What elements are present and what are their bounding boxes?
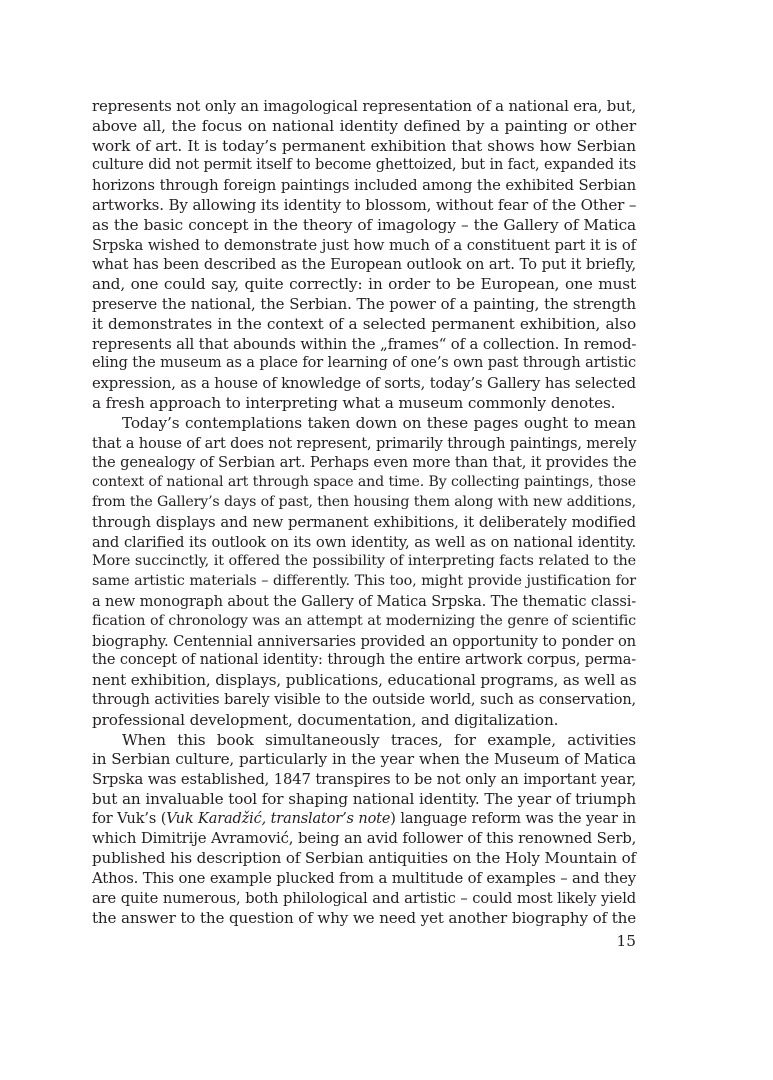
text-line: Today’s contemplations taken down on these pages ought to mean xyxy=(122,413,636,432)
text-line: it demonstrates in the context of a selected permanent exhibition, also xyxy=(92,314,636,333)
text-line: horizons through foreign paintings included among the exhibited Serbian xyxy=(92,177,636,195)
text-line: but an invaluable tool for shaping national identity. The year of triumph xyxy=(92,789,636,808)
text-line: published his description of Serbian antiquities on the Holy Mountain of xyxy=(92,849,636,868)
text-line: artworks. By allowing its identity to blossom, without fear of the Other – xyxy=(92,195,637,214)
text-line: from the Gallery’s days of past, then housing them along with new additions, xyxy=(92,493,636,510)
text-line: a fresh approach to interpreting what a museum commonly denotes. xyxy=(92,393,616,412)
text-line: Athos. This one example plucked from a multitude of examples – and they xyxy=(92,870,636,888)
text-line: biography. Centennial anniversaries provided an opportunity to ponder on xyxy=(92,632,636,650)
text-segment: ) language reform was the year in xyxy=(390,810,636,827)
text-line: what has been described as the European outlook on art. To put it briefly, xyxy=(92,256,636,274)
text-line: context of national art through space and time. By collecting paintings, those xyxy=(92,474,636,491)
text-line: are quite numerous, both philological and artistic – could most likely yield xyxy=(92,889,636,907)
text-line: through displays and new permanent exhibitions, it deliberately modified xyxy=(92,513,636,531)
text-line: More succinctly, it offered the possibility of interpreting facts related to the xyxy=(92,553,636,570)
text-line: the concept of national identity: through the entire artwork corpus, perma- xyxy=(92,652,636,669)
text-line: expression, as a house of knowledge of sorts, today’s Gallery has selected xyxy=(92,375,636,393)
text-line: preserve the national, the Serbian. The power of a painting, the strength xyxy=(92,294,636,313)
text-line: which Dimitrije Avramović, being an avid follower of this renowned Serb, xyxy=(92,829,637,848)
paragraph-1 xyxy=(92,97,636,414)
text-line: the answer to the question of why we need yet another biography of the xyxy=(92,908,636,927)
text-line: fication of chronology was an attempt at modernizing the genre of scientific xyxy=(92,612,636,629)
text-line: in Serbian culture, particularly in the year when the Museum of Matica xyxy=(92,750,636,769)
text-line: nent exhibition, displays, publications, educational programs, as well as xyxy=(92,671,637,690)
text-line: through activities barely visible to the outside world, such as conservation, xyxy=(92,691,636,708)
text-line: professional development, documentation, and digitalization. xyxy=(92,710,559,729)
paragraph-3 xyxy=(92,731,636,929)
text-line: above all, the focus on national identity defined by a painting or other xyxy=(92,116,636,135)
text-line: as the basic concept in the theory of imagology – the Gallery of Matica xyxy=(92,215,636,234)
body-text xyxy=(92,97,636,928)
text-line: and clarified its outlook on its own identity, as well as on national identity. xyxy=(92,533,636,551)
text-line: When this book simultaneously traces, for example, activities xyxy=(122,730,636,749)
text-line: and, one could say, quite correctly: in order to be European, one must xyxy=(92,275,636,294)
text-line: Srpska was established, 1847 transpires to be not only an important year, xyxy=(92,771,637,789)
paragraph-2 xyxy=(92,414,636,731)
text-line: represents all that abounds within the „frames“ of a collection. In remod- xyxy=(92,334,637,353)
text-line: same artistic materials – differently. This too, might provide justification for xyxy=(92,573,636,590)
text-line: that a house of art does not represent, primarily through paintings, merely xyxy=(92,434,637,452)
text-line: eling the museum as a place for learning of one’s own past through artistic xyxy=(92,355,636,372)
page-number: 15 xyxy=(616,932,636,950)
text-line: Srpska wished to demonstrate just how much of a constituent part it is of xyxy=(92,236,636,254)
translator-note: Vuk Karadžić, translator’s note xyxy=(166,810,391,827)
text-line: work of art. It is today’s permanent exhibition that shows how Serbian xyxy=(92,136,636,155)
text-line: represents not only an imagological representation of a national era, but, xyxy=(92,97,637,115)
text-line-with-italic xyxy=(92,810,636,830)
text-line: culture did not permit itself to become ghettoized, but in fact, expanded its xyxy=(92,157,636,174)
text-line: a new monograph about the Gallery of Matica Srpska. The thematic classi- xyxy=(92,592,636,610)
text-segment: for Vuk’s ( xyxy=(92,810,167,827)
text-line: the genealogy of Serbian art. Perhaps even more than that, it provides the xyxy=(92,454,637,472)
